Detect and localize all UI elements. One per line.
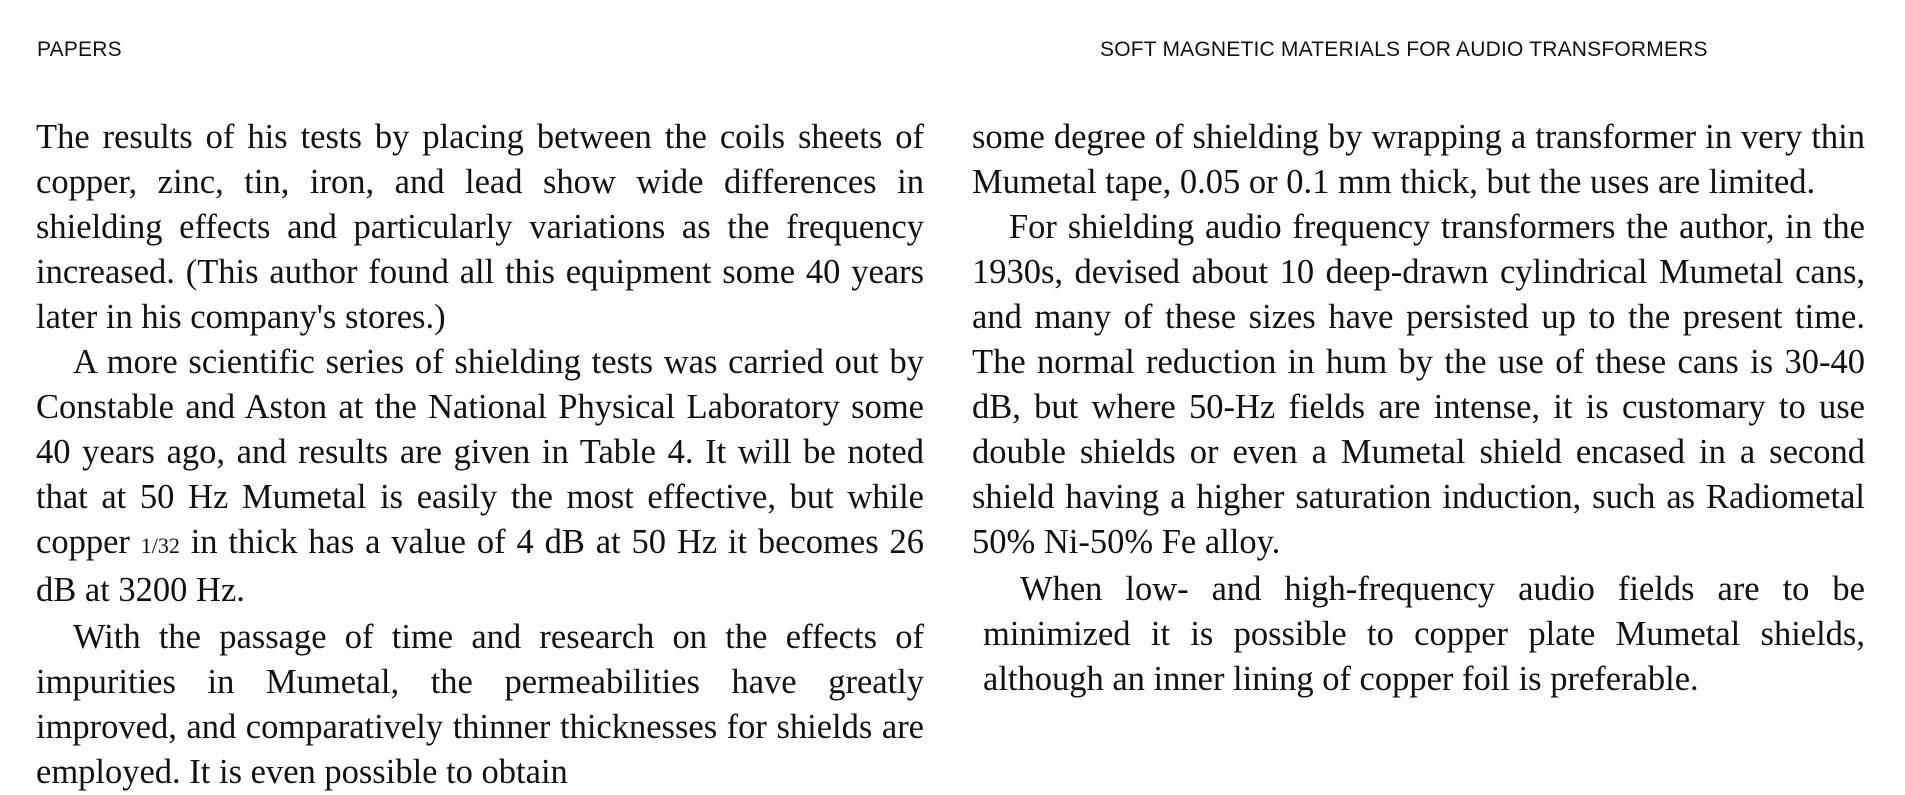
running-head-title: SOFT MAGNETIC MATERIALS FOR AUDIO TRANSFORMERS (1100, 38, 1708, 61)
left-paragraph-2-text-a: A more scientific series of shielding tests was carried out by Constable and Aston at the National Physical Laboratory some 40 years ago, and results are given in Table 4. It will be noted that at 50 Hz Mumetal is easily the most effective, but while copper (36, 343, 924, 561)
right-paragraph-1: some degree of shielding by wrapping a transformer in very thin Mumetal tape, 0.05 or 0.1 mm thick, but the uses are limited. (972, 118, 1865, 201)
right-text-column (972, 115, 1865, 702)
left-paragraph-2-text-b: in thick has a value of 4 dB at 50 Hz it becomes 26 dB at 3200 Hz. (36, 523, 924, 609)
running-head-section: PAPERS (37, 38, 122, 61)
left-paragraph-3: With the passage of time and research on the effects of impurities in Mumetal, the permeabilities have greatly improved, and comparatively thinner thicknesses for shields are employed. It is even possible to obtain (36, 618, 924, 791)
left-paragraph-2 (36, 340, 924, 613)
right-paragraph-3: When low- and high-frequency audio fields are to be minimized it is possible to copper plate Mumetal shields, although an inner lining of copper foil is preferable. (983, 570, 1865, 698)
left-paragraph-1: The results of his tests by placing between the coils sheets of copper, zinc, tin, iron, and lead show wide differences in shielding effects and particularly variations as the frequency increased. (This author found all this equipment some 40 years later in his company's stores.) (36, 118, 924, 336)
left-text-column (36, 115, 924, 795)
right-paragraph-2: For shielding audio frequency transformers the author, in the 1930s, devised about 10 deep-drawn cylindrical Mumetal cans, and many of these sizes have persisted up to the present time. The normal reduction in hum by the use of these cans is 30-40 dB, but where 50-Hz fields are intense, it is customary to use double shields or even a Mumetal shield encased in a second shield having a higher saturation induction, such as Radiometal 50% Ni-50% Fe alloy. (972, 208, 1865, 561)
copper-thickness-fraction: 1/32 (140, 533, 180, 558)
